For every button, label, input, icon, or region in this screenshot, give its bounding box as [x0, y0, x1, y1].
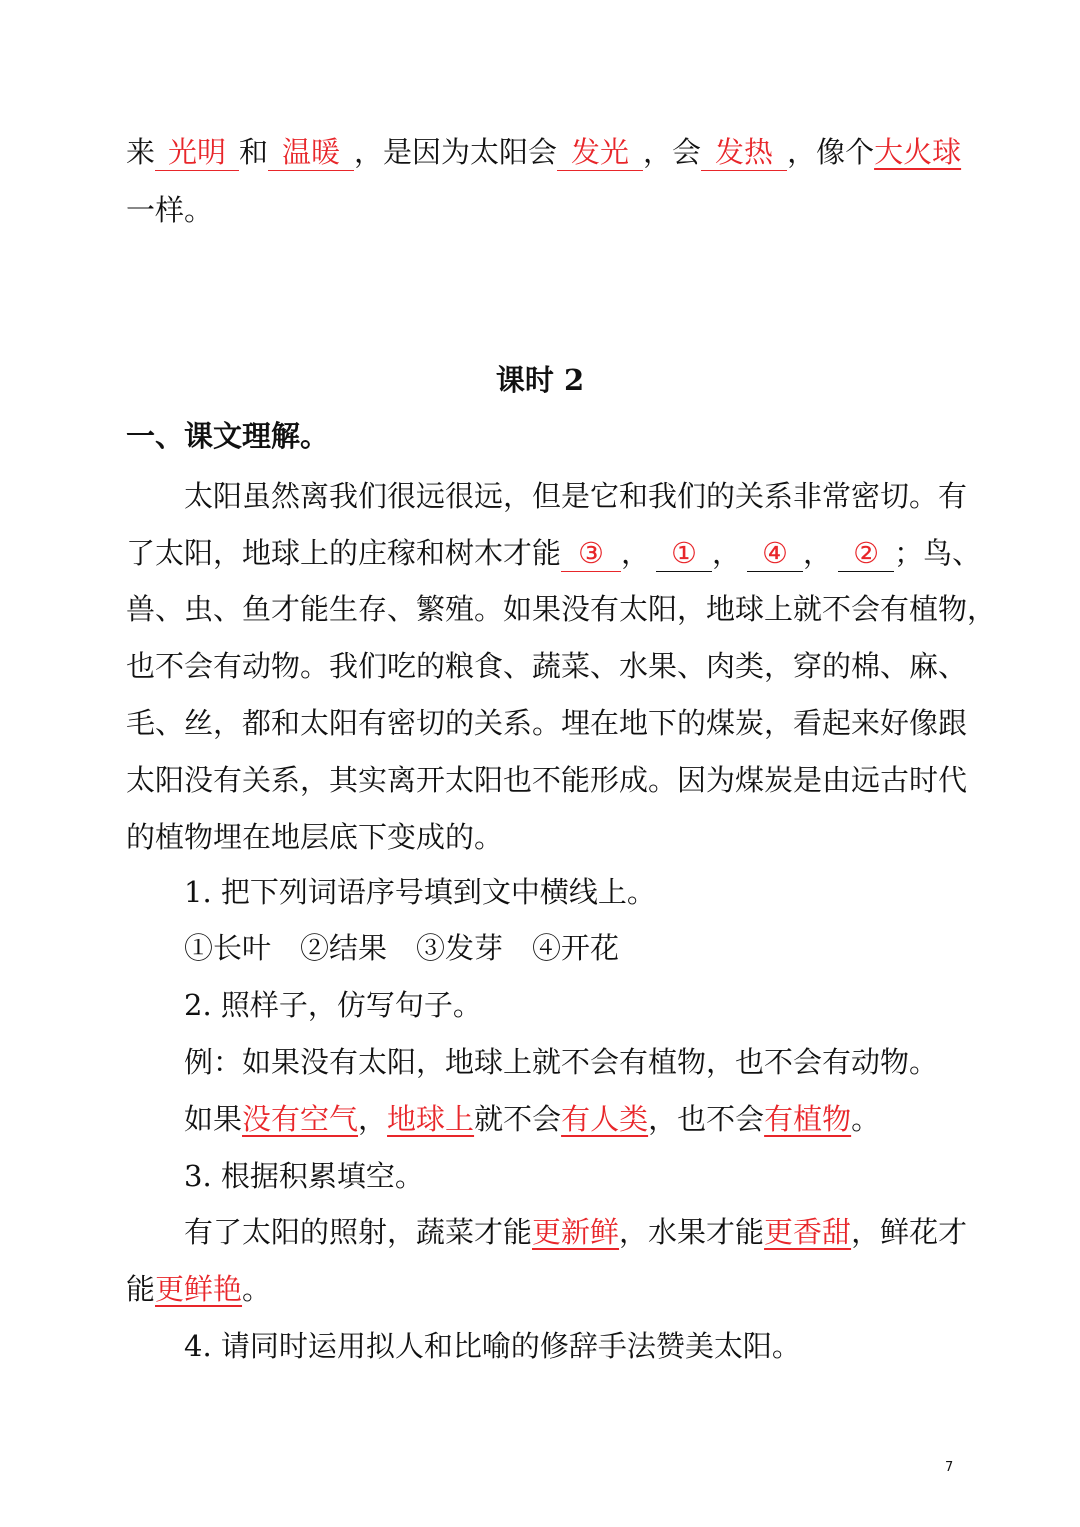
question-4: 4. 请同时运用拟人和比喻的修辞手法赞美太阳。 [184, 1329, 801, 1363]
text: 如果 [184, 1102, 243, 1136]
top-sentence-line2: 一样。 [126, 193, 214, 227]
passage-line7: 的植物埋在地层底下变成的。 [126, 820, 504, 854]
text: 来 [126, 135, 156, 169]
text: ，水果才能 [619, 1215, 765, 1249]
text: 。 [242, 1272, 272, 1306]
answer-blank: ③ [561, 535, 621, 572]
answer-text: 地球上 [387, 1102, 475, 1136]
answer-blank: ① [656, 535, 712, 572]
answer-text: 更新鲜 [532, 1215, 620, 1249]
answer-text: 更鲜艳 [155, 1272, 243, 1306]
answer-text: 没有空气 [242, 1102, 359, 1136]
text: ，是因为太阳会 [354, 135, 558, 169]
answer-text: 有植物 [764, 1102, 852, 1136]
question-3: 3. 根据积累填空。 [184, 1159, 424, 1193]
passage-line6: 太阳没有关系，其实离开太阳也不能形成。因为煤炭是由远古时代 [126, 763, 968, 797]
passage-line2 [126, 533, 981, 573]
passage-line1: 太阳虽然离我们很远很远，但是它和我们的关系非常密切。有 [184, 479, 968, 513]
answer-text: 有人类 [561, 1102, 649, 1136]
text: ；鸟、 [894, 536, 982, 570]
text: ， [621, 536, 651, 570]
lesson-title: 课时 2 [495, 363, 585, 397]
question-2-example: 例：如果没有太阳，地球上就不会有植物，也不会有动物。 [184, 1045, 939, 1079]
answer-blank: ② [838, 535, 894, 572]
passage-line5: 毛、丝，都和太阳有密切的关系。埋在地下的煤炭，看起来好像跟 [126, 706, 968, 740]
answer-text: 大火球 [874, 135, 962, 169]
section-title: 一、课文理解。 [126, 419, 330, 453]
answer-blank: 温暖 [268, 134, 354, 171]
passage-line3: 兽、虫、鱼才能生存、繁殖。如果没有太阳，地球上就不会有植物， [126, 592, 997, 626]
question-3-answer-line2 [126, 1269, 271, 1309]
text: 就不会 [474, 1102, 562, 1136]
text: ，会 [643, 135, 702, 169]
answer-blank: 发光 [557, 134, 643, 171]
text: 。 [851, 1102, 881, 1136]
question-3-answer-line1 [184, 1212, 967, 1252]
answer-blank: ④ [747, 535, 803, 572]
answer-text: 更香甜 [764, 1215, 852, 1249]
text: ，鲜花才 [851, 1215, 968, 1249]
question-2-answer [184, 1099, 880, 1139]
text: ， [803, 536, 833, 570]
page-number: 7 [945, 1460, 954, 1475]
text: ，也不会 [648, 1102, 765, 1136]
text: ，像个 [787, 135, 875, 169]
answer-blank: 光明 [155, 134, 239, 171]
top-sentence-line1 [126, 132, 961, 172]
question-2: 2. 照样子，仿写句子。 [184, 988, 482, 1022]
text: 有了太阳的照射，蔬菜才能 [184, 1215, 533, 1249]
text: 和 [239, 135, 269, 169]
text: 能 [126, 1272, 156, 1306]
passage-line4: 也不会有动物。我们吃的粮食、蔬菜、水果、肉类，穿的棉、麻、 [126, 649, 968, 683]
text: 了太阳，地球上的庄稼和树木才能 [126, 536, 562, 570]
question-1-options: ①长叶 ②结果 ③发芽 ④开花 [184, 931, 620, 965]
answer-blank: 发热 [701, 134, 787, 171]
question-1: 1. 把下列词语序号填到文中横线上。 [184, 875, 656, 909]
text: ， [358, 1102, 388, 1136]
text: ， [712, 536, 742, 570]
